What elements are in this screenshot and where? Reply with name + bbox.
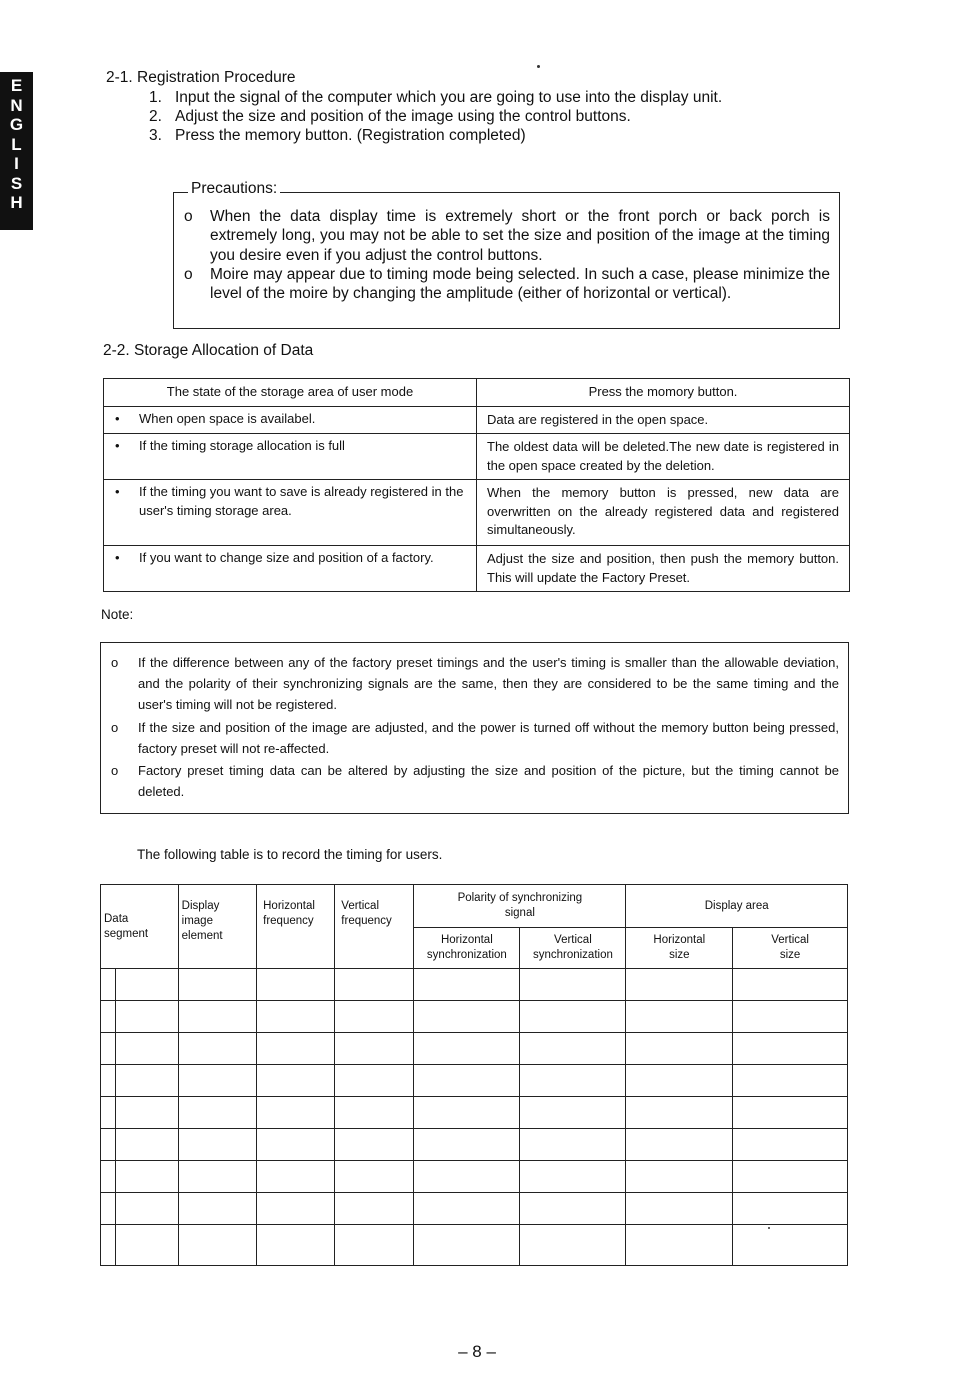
storage-action-text: Adjust the size and position, then push the memory button. This will update the Factory Preset. bbox=[487, 551, 839, 585]
storage-state-text: If you want to change size and position of a factory. bbox=[139, 550, 434, 565]
step-text: Press the memory button. (Registration completed) bbox=[175, 127, 526, 144]
note-item bbox=[111, 653, 839, 715]
registration-step bbox=[149, 89, 722, 108]
note-item bbox=[111, 718, 839, 760]
record-table-cell[interactable] bbox=[414, 1033, 520, 1065]
section-heading-storage: 2-2. Storage Allocation of Data bbox=[103, 342, 314, 359]
record-table-cell[interactable] bbox=[414, 1097, 520, 1129]
header-horizontal-size: Horizontal size bbox=[626, 928, 733, 969]
side-tab-letter: G bbox=[9, 115, 24, 134]
record-table-cell[interactable] bbox=[335, 1097, 414, 1129]
section-heading-registration: 2-1. Registration Procedure bbox=[106, 69, 296, 86]
record-table-cell[interactable] bbox=[257, 1001, 335, 1033]
record-table-cell[interactable] bbox=[115, 1129, 178, 1161]
storage-action-text: Data are registered in the open space. bbox=[487, 412, 709, 427]
circle-bullet-icon: o bbox=[184, 208, 193, 225]
record-table-cell[interactable] bbox=[115, 1193, 178, 1225]
record-table-cell[interactable] bbox=[335, 1033, 414, 1065]
record-table-cell[interactable] bbox=[101, 1001, 116, 1033]
record-table-cell[interactable] bbox=[178, 1129, 256, 1161]
storage-state-cell bbox=[104, 407, 477, 434]
registration-steps bbox=[149, 89, 722, 146]
storage-state-content bbox=[104, 480, 476, 523]
record-table-row bbox=[101, 1129, 848, 1161]
storage-table-row bbox=[104, 546, 850, 592]
record-table-cell[interactable] bbox=[414, 1225, 520, 1266]
record-table-cell[interactable] bbox=[733, 1065, 848, 1097]
precaution-text: When the data display time is extremely short or the front porch or back porch is extremely long, you may not be able to set the size and position of the image at the timing you desire even if you adjust the control buttons. bbox=[210, 208, 830, 264]
record-table-cell[interactable] bbox=[520, 1097, 626, 1129]
record-table-cell[interactable] bbox=[115, 969, 178, 1001]
record-table-cell[interactable] bbox=[335, 1065, 414, 1097]
side-tab-letter: E bbox=[10, 76, 23, 95]
storage-state-cell bbox=[104, 434, 477, 480]
record-table-cell[interactable] bbox=[257, 1033, 335, 1065]
record-table-cell[interactable] bbox=[520, 969, 626, 1001]
note-label: Note: bbox=[101, 607, 134, 622]
header-horizontal-frequency: Horizontal frequency bbox=[257, 885, 335, 969]
record-table-cell[interactable] bbox=[733, 1161, 848, 1193]
record-table-cell[interactable] bbox=[335, 1193, 414, 1225]
user-timing-record-table bbox=[100, 884, 848, 1266]
circle-bullet-icon: o bbox=[111, 763, 119, 778]
record-table-cell[interactable] bbox=[520, 1065, 626, 1097]
precaution-item bbox=[184, 265, 830, 304]
bullet-icon: • bbox=[115, 484, 120, 499]
storage-header-state: The state of the storage area of user mode bbox=[104, 379, 477, 407]
step-number: 2. bbox=[149, 108, 162, 125]
record-table-cell[interactable] bbox=[101, 969, 116, 1001]
scan-speck bbox=[768, 1227, 770, 1229]
record-table-row bbox=[101, 1065, 848, 1097]
record-intro: The following table is to record the timing for users. bbox=[137, 847, 443, 862]
record-table-cell[interactable] bbox=[178, 1161, 256, 1193]
record-table-cell[interactable] bbox=[257, 1193, 335, 1225]
page-number: – 8 – bbox=[458, 1342, 496, 1361]
record-table-cell[interactable] bbox=[101, 1129, 116, 1161]
record-table-cell[interactable] bbox=[733, 1001, 848, 1033]
circle-bullet-icon: o bbox=[184, 266, 193, 283]
record-table-cell[interactable] bbox=[733, 969, 848, 1001]
storage-action-text: The oldest data will be deleted.The new date is registered in the open space created by the deletion. bbox=[487, 439, 839, 473]
registration-step bbox=[149, 108, 722, 127]
record-table-cell[interactable] bbox=[101, 1161, 116, 1193]
step-text: Adjust the size and position of the image using the control buttons. bbox=[175, 108, 631, 125]
storage-state-content bbox=[104, 407, 476, 432]
record-table-cell[interactable] bbox=[414, 1065, 520, 1097]
record-table-cell[interactable] bbox=[626, 1193, 733, 1225]
record-table-cell[interactable] bbox=[414, 1001, 520, 1033]
record-table-row bbox=[101, 1001, 848, 1033]
record-table-cell[interactable] bbox=[414, 1161, 520, 1193]
header-horizontal-sync: Horizontal synchronization bbox=[414, 928, 520, 969]
record-table-cell[interactable] bbox=[101, 1033, 116, 1065]
record-table-cell[interactable] bbox=[178, 1225, 256, 1266]
storage-state-cell bbox=[104, 546, 477, 592]
storage-action-cell bbox=[477, 480, 850, 546]
header-vertical-sync: Vertical synchronization bbox=[520, 928, 626, 969]
record-table-cell[interactable] bbox=[115, 1097, 178, 1129]
record-table-cell[interactable] bbox=[626, 1129, 733, 1161]
bullet-icon: • bbox=[115, 438, 120, 453]
record-table-row bbox=[101, 1225, 848, 1266]
record-table-cell[interactable] bbox=[520, 1129, 626, 1161]
precaution-item bbox=[184, 207, 830, 265]
record-table-cell[interactable] bbox=[626, 969, 733, 1001]
record-table-cell[interactable] bbox=[178, 1097, 256, 1129]
storage-state-text: If the timing storage allocation is full bbox=[139, 438, 345, 453]
header-polarity: Polarity of synchronizing signal bbox=[414, 885, 626, 928]
record-table-cell[interactable] bbox=[520, 1033, 626, 1065]
precautions-box bbox=[173, 192, 840, 329]
step-text: Input the signal of the computer which you are going to use into the display unit. bbox=[175, 89, 723, 106]
circle-bullet-icon: o bbox=[111, 655, 119, 670]
storage-state-cell bbox=[104, 480, 477, 546]
header-vertical-frequency: Vertical frequency bbox=[335, 885, 414, 969]
record-table-cell[interactable] bbox=[626, 1225, 733, 1266]
registration-step bbox=[149, 127, 722, 146]
record-table-cell[interactable] bbox=[257, 1097, 335, 1129]
record-table-cell[interactable] bbox=[178, 1001, 256, 1033]
storage-table-row bbox=[104, 434, 850, 480]
record-table-cell[interactable] bbox=[626, 1097, 733, 1129]
record-table-cell[interactable] bbox=[257, 1161, 335, 1193]
record-table-cell[interactable] bbox=[520, 1161, 626, 1193]
record-table-cell[interactable] bbox=[626, 1033, 733, 1065]
record-table-cell[interactable] bbox=[520, 1225, 626, 1266]
record-table-cell[interactable] bbox=[257, 1129, 335, 1161]
record-table-cell[interactable] bbox=[733, 1129, 848, 1161]
record-table-cell[interactable] bbox=[101, 1225, 116, 1266]
note-text: Factory preset timing data can be altered by adjusting the size and position of the picture, but the timing cannot be deleted. bbox=[138, 763, 839, 799]
note-item bbox=[111, 761, 839, 803]
record-table-cell[interactable] bbox=[178, 1193, 256, 1225]
record-table-cell[interactable] bbox=[178, 1033, 256, 1065]
record-table-cell[interactable] bbox=[101, 1193, 116, 1225]
record-table-cell[interactable] bbox=[257, 1225, 335, 1266]
side-tab-letter: L bbox=[11, 134, 22, 154]
record-table-cell[interactable] bbox=[733, 1225, 848, 1266]
storage-allocation-table bbox=[103, 378, 850, 592]
storage-header-action: Press the momory button. bbox=[477, 379, 850, 407]
storage-action-cell bbox=[477, 434, 850, 480]
record-table-cell[interactable] bbox=[115, 1161, 178, 1193]
side-tab-letter: N bbox=[10, 95, 23, 115]
record-table-row bbox=[101, 1033, 848, 1065]
header-display-area: Display area bbox=[626, 885, 848, 928]
record-table-cell[interactable] bbox=[115, 1001, 178, 1033]
record-table-cell[interactable] bbox=[257, 969, 335, 1001]
record-table-cell[interactable] bbox=[335, 1161, 414, 1193]
record-table-cell[interactable] bbox=[101, 1065, 116, 1097]
storage-action-cell bbox=[477, 546, 850, 592]
bullet-icon: • bbox=[115, 550, 120, 565]
side-tab-letter: H bbox=[10, 193, 23, 212]
record-table-cell[interactable] bbox=[626, 1065, 733, 1097]
record-table-cell[interactable] bbox=[178, 1065, 256, 1097]
record-table-cell[interactable] bbox=[414, 1193, 520, 1225]
record-table-cell[interactable] bbox=[733, 1033, 848, 1065]
header-display-image-element: Display image element bbox=[178, 885, 256, 969]
storage-state-content bbox=[104, 546, 476, 571]
record-table-cell[interactable] bbox=[115, 1065, 178, 1097]
record-table-cell[interactable] bbox=[626, 1161, 733, 1193]
record-table-cell[interactable] bbox=[626, 1001, 733, 1033]
scan-speck bbox=[537, 65, 540, 68]
record-table-cell[interactable] bbox=[178, 969, 256, 1001]
header-data-segment: Data segment bbox=[101, 885, 179, 969]
note-text: If the size and position of the image are adjusted, and the power is turned off without the memory button being pressed, factory preset will not re-affected. bbox=[138, 720, 839, 756]
precautions-title: Precautions: bbox=[188, 180, 280, 198]
record-table-cell[interactable] bbox=[335, 1129, 414, 1161]
bullet-icon: • bbox=[115, 411, 120, 426]
record-table-cell[interactable] bbox=[115, 1033, 178, 1065]
step-number: 3. bbox=[149, 127, 162, 144]
record-table-cell[interactable] bbox=[520, 1001, 626, 1033]
record-table-cell[interactable] bbox=[115, 1225, 178, 1266]
record-table-cell[interactable] bbox=[414, 1129, 520, 1161]
record-table-cell[interactable] bbox=[335, 1225, 414, 1266]
precaution-text: Moire may appear due to timing mode being selected. In such a case, please minimize the level of the moire by changing the amplitude (either of horizontal or vertical). bbox=[210, 266, 830, 303]
record-table-cell[interactable] bbox=[335, 1001, 414, 1033]
note-text: If the difference between any of the factory preset timings and the user's timing is smaller than the allowable deviation, and the polarity of their synchronizing signals are the same, then they are considered to be the same timing and the user's timing will not be registered. bbox=[138, 655, 839, 712]
record-table-cell[interactable] bbox=[733, 1193, 848, 1225]
storage-state-content bbox=[104, 434, 476, 459]
storage-action-cell bbox=[477, 407, 850, 434]
record-table-cell[interactable] bbox=[520, 1193, 626, 1225]
language-side-tab bbox=[0, 72, 33, 230]
note-box bbox=[100, 642, 849, 814]
storage-action-text: When the memory button is pressed, new data are overwritten on the already registered data and registered simultaneously. bbox=[487, 485, 839, 538]
circle-bullet-icon: o bbox=[111, 720, 119, 735]
step-number: 1. bbox=[149, 89, 162, 106]
storage-table-row bbox=[104, 407, 850, 434]
record-table-row bbox=[101, 1161, 848, 1193]
record-table-row bbox=[101, 969, 848, 1001]
header-vertical-size: Vertical size bbox=[733, 928, 848, 969]
record-table-cell[interactable] bbox=[101, 1097, 116, 1129]
record-table-row bbox=[101, 1097, 848, 1129]
record-table-cell[interactable] bbox=[733, 1097, 848, 1129]
record-table-row bbox=[101, 1193, 848, 1225]
side-tab-letter: I bbox=[14, 154, 19, 173]
record-table-cell[interactable] bbox=[335, 969, 414, 1001]
record-table-cell[interactable] bbox=[257, 1065, 335, 1097]
record-table-cell[interactable] bbox=[414, 969, 520, 1001]
storage-state-text: When open space is availabel. bbox=[139, 411, 316, 426]
storage-table-row bbox=[104, 480, 850, 546]
side-tab-letter: S bbox=[10, 173, 23, 193]
storage-state-text: If the timing you want to save is already registered in the user's timing storage area. bbox=[139, 484, 464, 518]
